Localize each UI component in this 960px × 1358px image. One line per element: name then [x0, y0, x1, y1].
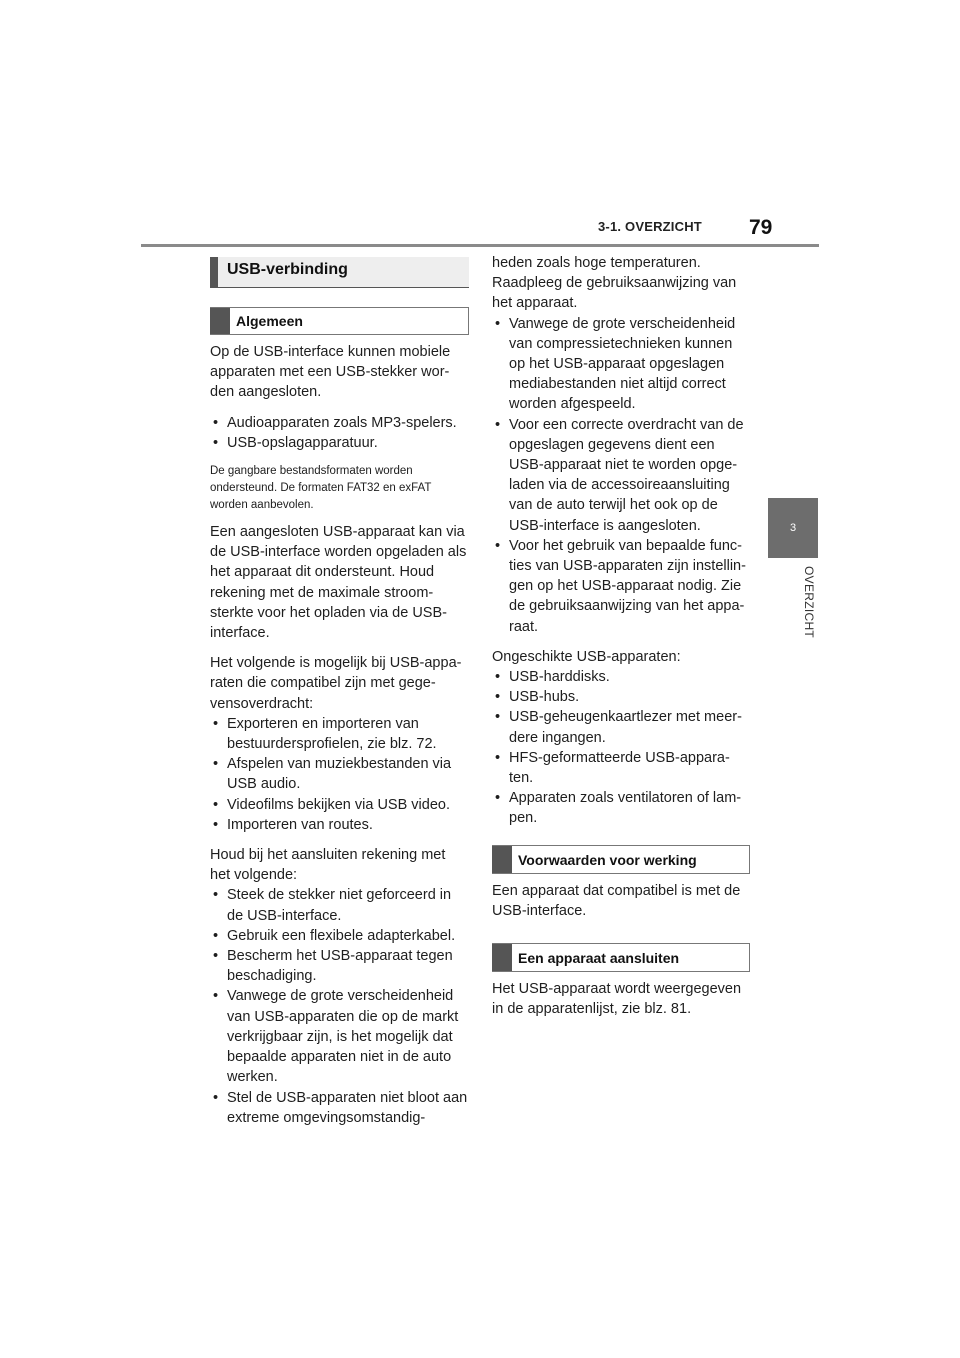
section-title: USB-verbinding [210, 257, 469, 288]
paragraph: Een aangesloten USB-apparaat kan via de USB-interface worden opgeladen als het apparaat dit ondersteunt. Houd rekening met de maximale stroom-sterkte voor het opladen via de USB-interface. [210, 524, 467, 642]
subheading-label: Algemeen [236, 313, 303, 329]
subheading-marker [492, 846, 512, 873]
list-item: • USB-opslagapparatuur. [210, 433, 468, 453]
feature-list [210, 714, 468, 835]
list-item: • Audioapparaten zoals MP3-spelers. [210, 413, 468, 433]
page-number: 79 [749, 216, 773, 239]
list-item: • Importeren van routes. [210, 815, 468, 835]
subheading-algemeen [210, 307, 469, 335]
paragraph: Het USB-apparaat wordt weergegeven in de apparatenlijst, zie blz. 81. [492, 981, 742, 1018]
header-section-title: 3-1. OVERZICHT [598, 219, 702, 234]
list-item: • Stel de USB-apparaten niet bloot aan extreme omgevingsomstandig- [210, 1088, 468, 1128]
list-item: • Bescherm het USB-apparaat tegen beschadiging. [210, 946, 468, 986]
aansluiten-body [492, 979, 750, 1029]
list-item: • Vanwege de grote verscheidenheid van compressietechnieken kunnen op het USB-apparaat opgeslagen mediabestanden niet altijd correct worden afgespeeld. [492, 314, 750, 415]
list-item: • USB-hubs. [492, 687, 750, 707]
paragraph: Op de USB-interface kunnen mobiele apparaten met een USB-stekker wor-den aangesloten. [210, 344, 451, 401]
list-item: • Voor het gebruik van bepaalde func-ties van USB-apparaten zijn instellin-gen op het USB-apparaat nodig. Zie de gebruiksaanwijzing van het appa-raat. [492, 536, 750, 637]
list-item: • USB-geheugenkaartlezer met meer-dere ingangen. [492, 707, 750, 747]
precaution-list [210, 885, 468, 1127]
header-rule [141, 244, 819, 247]
list-item: • Steek de stekker niet geforceerd in de USB-interface. [210, 885, 468, 925]
note-text: De gangbare bestandsformaten worden ondersteund. De formaten FAT32 en exFAT worden aanbevolen. [210, 465, 432, 512]
list-item: • Gebruik een flexibele adapterkabel. [210, 926, 468, 946]
list-item: • Videofilms bekijken via USB video. [210, 795, 468, 815]
paragraph: Het volgende is mogelijk bij USB-appa-raten die compatibel zijn met gege-vensoverdracht: [210, 655, 462, 712]
subheading-aansluiten [492, 943, 750, 972]
list-item: • Vanwege de grote verscheidenheid van USB-apparaten die op de markt verkrijgbaar zijn, is het mogelijk dat bepaalde apparaten niet in de auto werken. [210, 986, 468, 1087]
unsuitable-devices-list [492, 667, 750, 829]
list-item: • Voor een correcte overdracht van de opgeslagen gegevens dient een USB-apparaat niet te worden opge-laden via de accessoireaansluiting van de auto terwijl het ook op de USB-interface is aangesloten. [492, 415, 750, 536]
continued-text: heden zoals hoge temperaturen. Raadpleeg de gebruiksaanwijzing van het apparaat. [492, 255, 737, 312]
paragraph: Houd bij het aansluiten rekening met het volgende: [210, 847, 446, 884]
list-item: • HFS-geformatteerde USB-appara-ten. [492, 748, 750, 788]
right-column [492, 253, 750, 839]
subheading-marker [492, 944, 512, 971]
paragraph: Ongeschikte USB-apparaten: [492, 648, 681, 665]
list-item: • Afspelen van muziekbestanden via USB audio. [210, 754, 468, 794]
subheading-label: Voorwaarden voor werking [518, 851, 697, 868]
list-item: • Exporteren en importeren van bestuurdersprofielen, zie blz. 72. [210, 714, 468, 754]
left-column [210, 342, 468, 1138]
chapter-side-label: OVERZICHT [802, 566, 816, 639]
precaution-list-continued [492, 314, 750, 637]
list-item: • Apparaten zoals ventilatoren of lam-pen. [492, 788, 750, 828]
subheading-voorwaarden [492, 845, 750, 874]
voorwaarden-body [492, 881, 750, 931]
subheading-label: Een apparaat aansluiten [518, 949, 680, 966]
subheading-marker [210, 308, 230, 334]
list-item: • USB-harddisks. [492, 667, 750, 687]
device-list [210, 413, 468, 453]
chapter-tab: 3 [768, 498, 818, 558]
paragraph: Een apparaat dat compatibel is met de USB-interface. [492, 883, 741, 920]
